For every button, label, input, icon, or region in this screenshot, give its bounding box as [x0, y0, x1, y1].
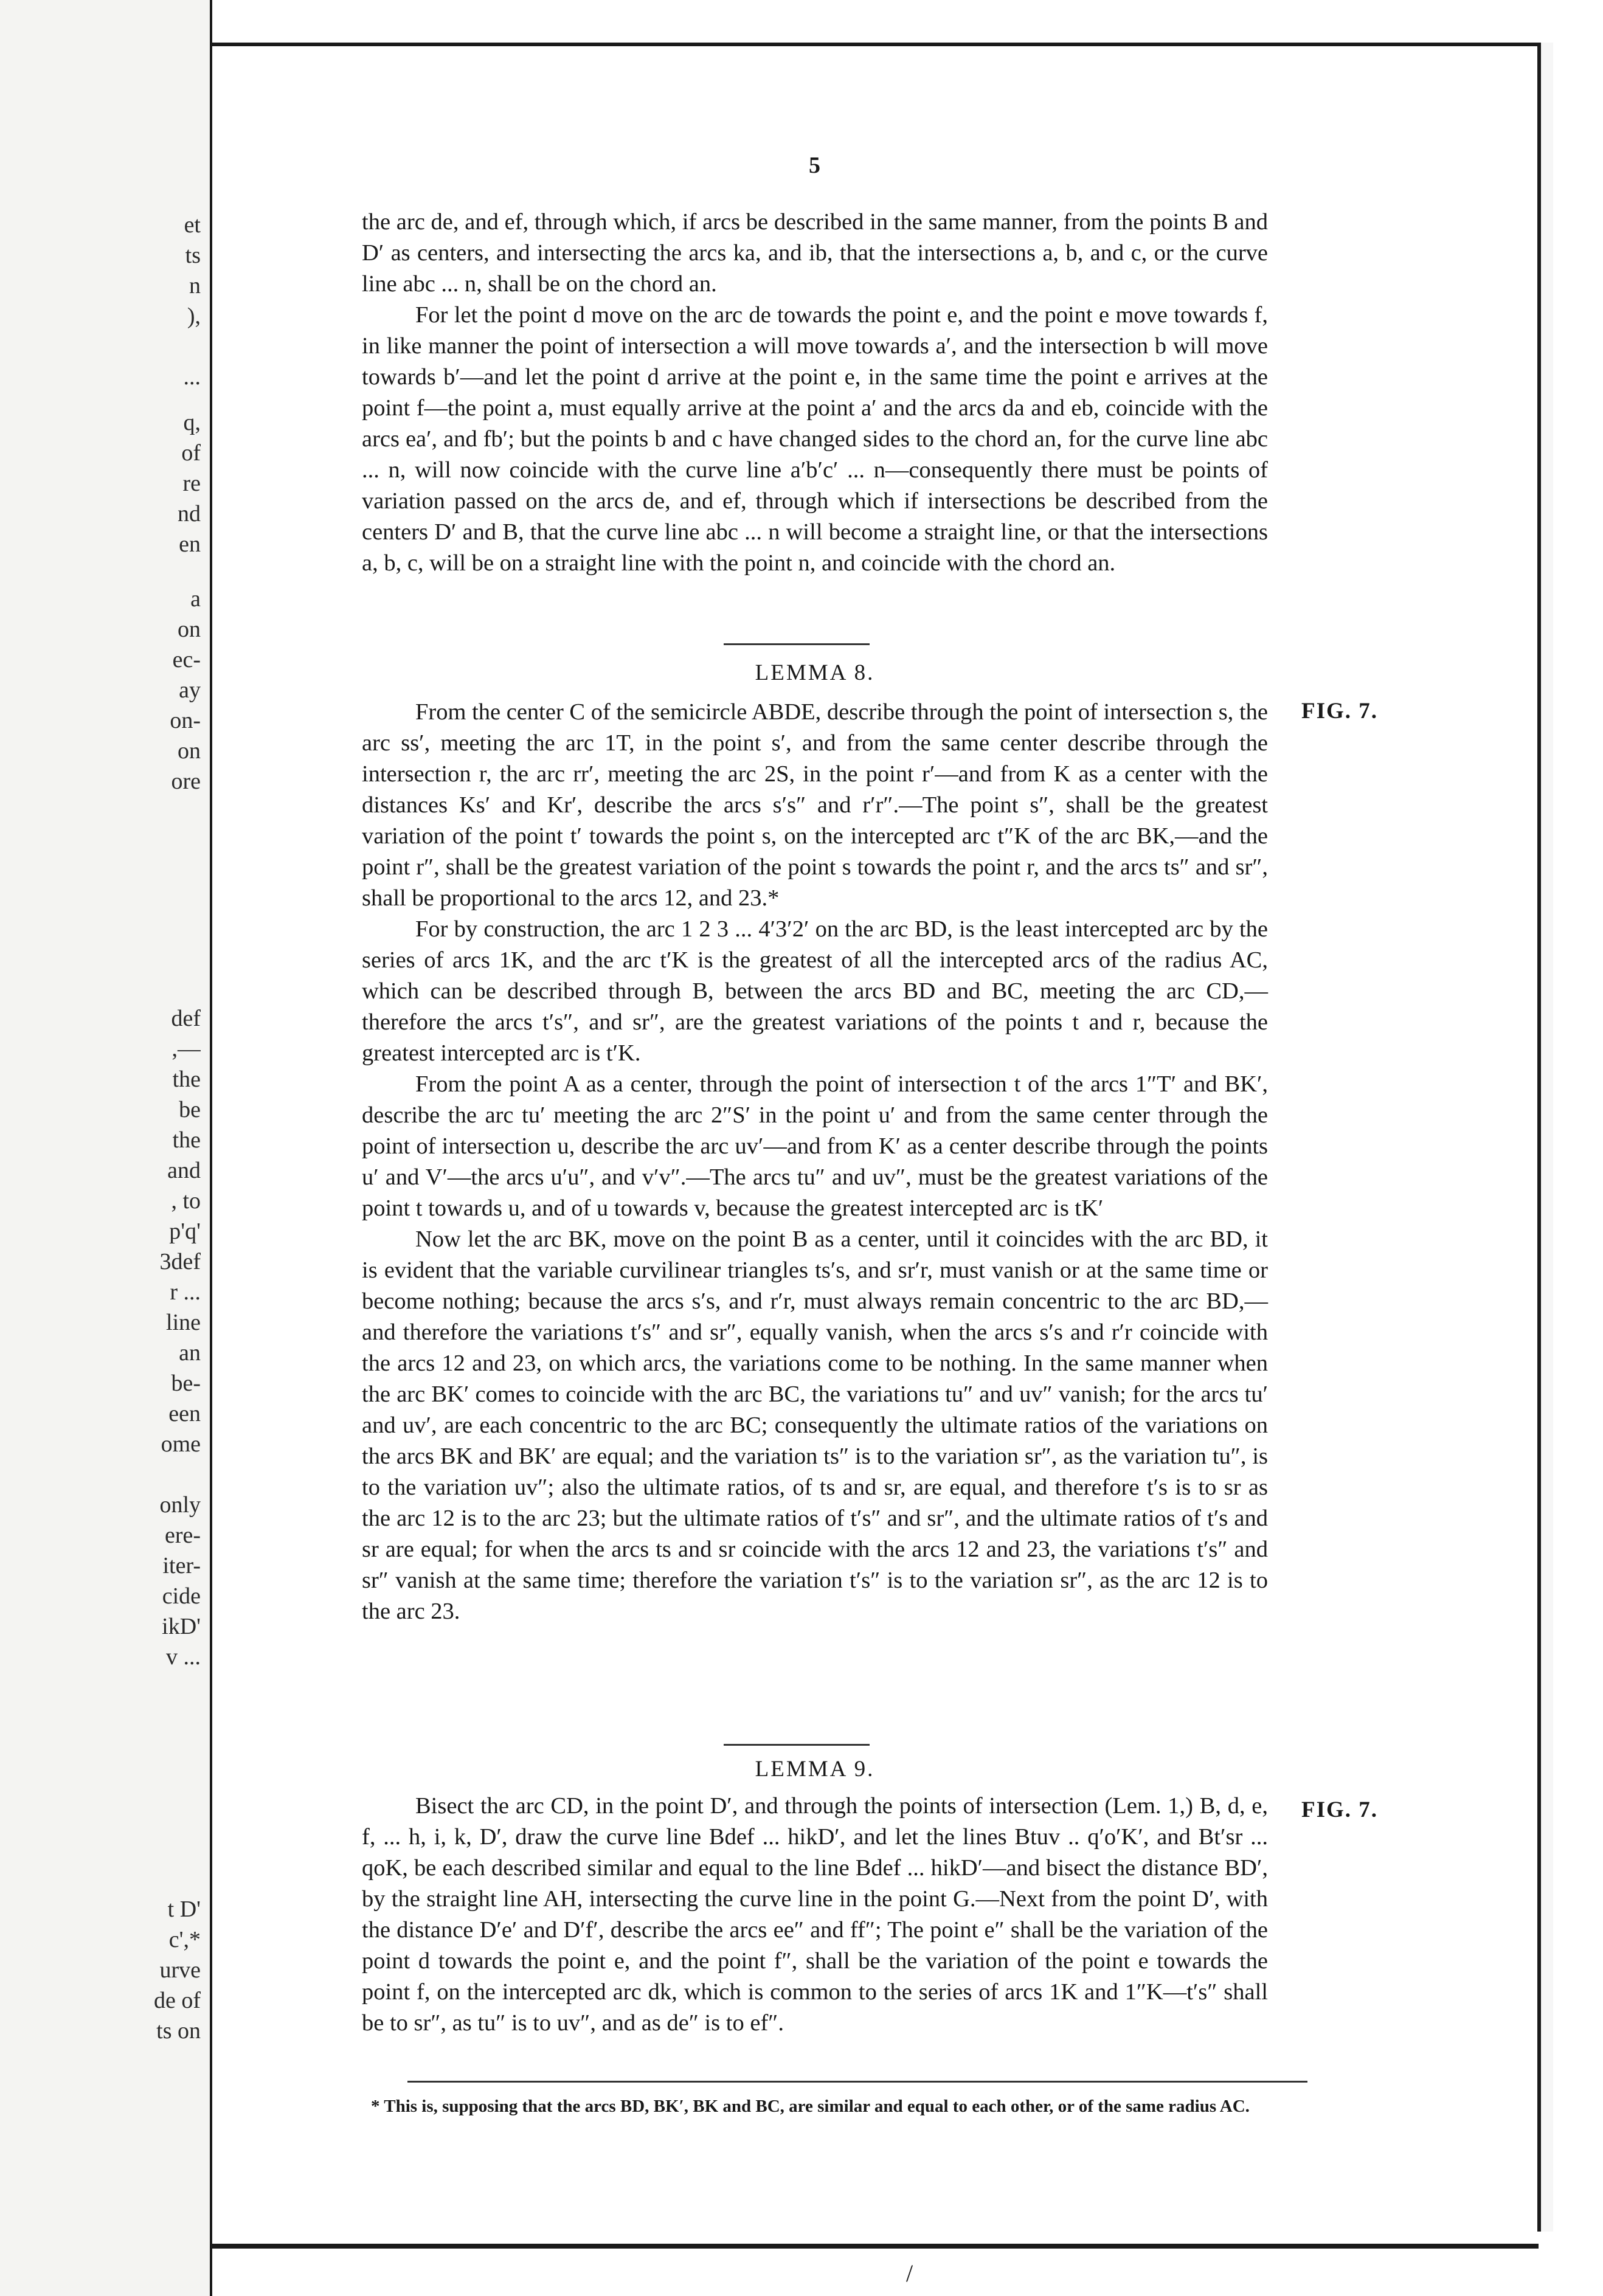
left-fragment: the	[172, 1067, 201, 1092]
page-bottom-edge	[210, 2244, 1539, 2249]
left-fragment: def	[171, 1006, 201, 1031]
left-fragment: nd	[178, 501, 201, 527]
paragraph: Bisect the arc CD, in the point D′, and through the points of intersection (Lem. 1,) B, d, e, f, ... h, i, k, D′, draw the curve line Bdef ... hikD′, and let the lines Btuv .. q′o′K′, and Bt′sr ... qoK, be each described similar and equal to the line Bdef ... hikD′—and bisect the distance BD′, by the straight line AH, intersecting the curve line in the point G.—Next from the point D′, with the distance D′e′ and D′f′, describe the arcs ee″ and ff″; The point e″ shall be the variation of the point d towards the point e, and the point f″, shall be the variation of the point e towards the point f, on the intercepted arc dk, which is common to the series of arcs 1K and 1″K—t′s″ shall be to sr″, as tu″ is to uv″, and as de″ is to ef″.	[362, 1793, 1268, 2036]
left-fragment: de of	[153, 1988, 201, 2013]
left-fragment: of	[181, 440, 201, 466]
left-fragment: ome	[161, 1431, 201, 1457]
left-fragment: ...	[183, 364, 201, 390]
continuation-text	[362, 207, 1268, 579]
left-fragment: urve	[159, 1957, 201, 1983]
left-fragment: line	[166, 1310, 201, 1335]
lemma-9-fig-label: FIG. 7.	[1301, 1797, 1379, 1822]
lemma-8-fig-label: FIG. 7.	[1301, 699, 1379, 724]
left-fragment: only	[159, 1492, 201, 1518]
left-fragment: be-	[171, 1371, 201, 1396]
paragraph: From the center C of the semicircle ABDE, describe through the point of intersection s, the arc ss′, meeting the arc 1T, in the point s′, and from the same center describe through the intersection r, the arc rr′, meeting the arc 2S, in the point r′—and from K as a center with the distances Ks′ and Kr′, describe the arcs s′s″ and r′r″.—The point s″, shall be the greatest variation of the point t′ towards the point s, on the intercepted arc t″K of the arc BK,—and the point r″, shall be the greatest variation of the point s towards the point r, and the arcs ts″ and sr″, shall be proportional to the arcs 12, and 23.*	[362, 699, 1268, 911]
left-fragment: en	[179, 531, 201, 557]
section-divider	[724, 1744, 870, 1746]
left-fragment: t D'	[167, 1897, 201, 1922]
left-fragment: ),	[187, 303, 201, 329]
left-fragment: een	[168, 1401, 201, 1426]
left-fragment: be	[179, 1097, 201, 1122]
left-fragment: a	[190, 586, 201, 612]
paragraph: the arc de, and ef, through which, if arcs be described in the same manner, from the points B and D′ as centers, and intersecting the arcs ka, and ib, that the intersections a, b, and c, or the curve line abc ... n, shall be on the chord an.	[362, 209, 1268, 297]
left-fragment: ts on	[156, 2018, 201, 2044]
paragraph: From the point A as a center, through the point of intersection t of the arcs 1″T′ and BK′, describe the arc tu′ meeting the arc 2″S′ in the point u′ and from the same center through the point of intersection u, describe the arc uv′—and from K′ as a center describe through the points u′ and V′—the arcs u′u″, and v′v″.—The arcs tu″ and uv″, must be the greatest variations of the point t towards u, and of u towards v, because the greatest intercepted arc is tK′	[362, 1071, 1268, 1221]
left-fragment: v ...	[166, 1644, 201, 1670]
lemma-8-heading: LEMMA 8.	[755, 660, 875, 685]
left-fragment: on	[178, 738, 201, 764]
left-fragment: q,	[183, 410, 201, 435]
left-fragment: ay	[179, 677, 201, 703]
left-fragment: n	[189, 273, 201, 299]
bottom-mark: /	[906, 2260, 913, 2287]
left-fragment: ec-	[172, 647, 201, 673]
left-fragment: on-	[170, 708, 201, 733]
left-fragment: r ...	[170, 1279, 201, 1305]
left-fragment: and	[167, 1158, 201, 1183]
paragraph: For let the point d move on the arc de towards the point e, and the point e move towards f, in like manner the point of intersection a will move towards a′, and the intersection b will move towards b′—and let the point d arrive at the point e, in the same time the point e arrives at the point f—the point a, must equally arrive at the point a′ and the arcs da and eb, coincide with the arcs ea′, and fb′; but the points b and c have changed sides to the chord an, for the curve line abc ... n, will now coincide with the curve line a′b′c′ ... n—consequently there must be points of variation passed on the arcs de, and ef, through which if intersections be described from the centers D′ and B, that the curve line abc ... n will become a straight line, or that the intersections a, b, c, will be on a straight line with the point n, and coincide with the chord an.	[362, 302, 1268, 576]
left-fragment: ,—	[171, 1036, 201, 1062]
left-fragment: ts	[185, 243, 201, 268]
left-fragment: et	[184, 212, 201, 238]
paragraph: For by construction, the arc 1 2 3 ... 4′3′2′ on the arc BD, is the least intercepted arc by the series of arcs 1K, and the arc t′K is the greatest of all the intercepted arcs of the radius AC, which can be described through B, between the arcs BD and BC, meeting the arc CD,—therefore the arcs t′s″, and sr″, are the greatest variations of the points t and r, because the greatest intercepted arc is t′K.	[362, 916, 1268, 1066]
left-fragment: ere-	[164, 1523, 201, 1548]
left-fragment: on	[178, 617, 201, 642]
left-fragment: iter-	[162, 1553, 201, 1579]
footnote-divider	[407, 2081, 1307, 2083]
footnote: * This is, supposing that the arcs BD, BK′, BK and BC, are similar and equal to each other, or of the same radius AC.	[371, 2097, 1250, 2116]
paragraph: Now let the arc BK, move on the point B as a center, until it coincides with the arc BD, it is evident that the variable curvilinear triangles ts′s, and sr′r, must vanish or at the same time or become nothing; because the arcs s′s, and r′r, must always remain concentric to the arc BD,—and therefore the variations t′s″ and sr″, equally vanish, when the arcs s′s and r′r coincide with the arcs 12 and 23, on which arcs, the variations come to be nothing. In the same manner when the arc BK′ comes to coincide with the arc BC, the variations tu″ and uv″ vanish; for the arcs tu′ and uv′, are each concentric to the arc BC; consequently the ultimate ratios of the variations on the arcs BK and BK′ are equal; and the variation ts″ is to the variation sr″, as the variation tu″, is to the variation uv″; also the ultimate ratios, of ts and sr, are equal, and therefore t′s is to sr as the arc 12 is to the arc 23; but the ultimate ratios of t′s″ and sr″, and the ultimate ratios of t′s and sr are equal; for when the arcs ts and sr coincide with the arcs 12 and 23, the variations t′s″ and sr″ vanish at the same time; therefore the variation t′s″ is to the variation sr″, as the arc 12 is to the arc 23.	[362, 1226, 1268, 1624]
left-fragment: re	[182, 471, 201, 496]
lemma-9-text	[362, 1791, 1268, 2039]
page-number: 5	[809, 153, 820, 178]
left-fragment: an	[179, 1340, 201, 1366]
left-fragment: c',*	[168, 1927, 201, 1952]
lemma-8-text	[362, 697, 1268, 1627]
left-fragment: ikD'	[162, 1614, 201, 1639]
left-fragment: the	[172, 1127, 201, 1153]
left-fragment: ore	[171, 769, 201, 794]
lemma-9-heading: LEMMA 9.	[755, 1757, 875, 1782]
left-fragment: 3def	[159, 1249, 201, 1274]
page-top-edge	[210, 43, 1539, 46]
section-divider	[724, 643, 870, 645]
left-fragment: , to	[171, 1188, 201, 1214]
page-right-edge	[1537, 43, 1553, 2232]
left-fragment: p'q'	[169, 1219, 201, 1244]
left-fragment: cide	[162, 1583, 201, 1609]
